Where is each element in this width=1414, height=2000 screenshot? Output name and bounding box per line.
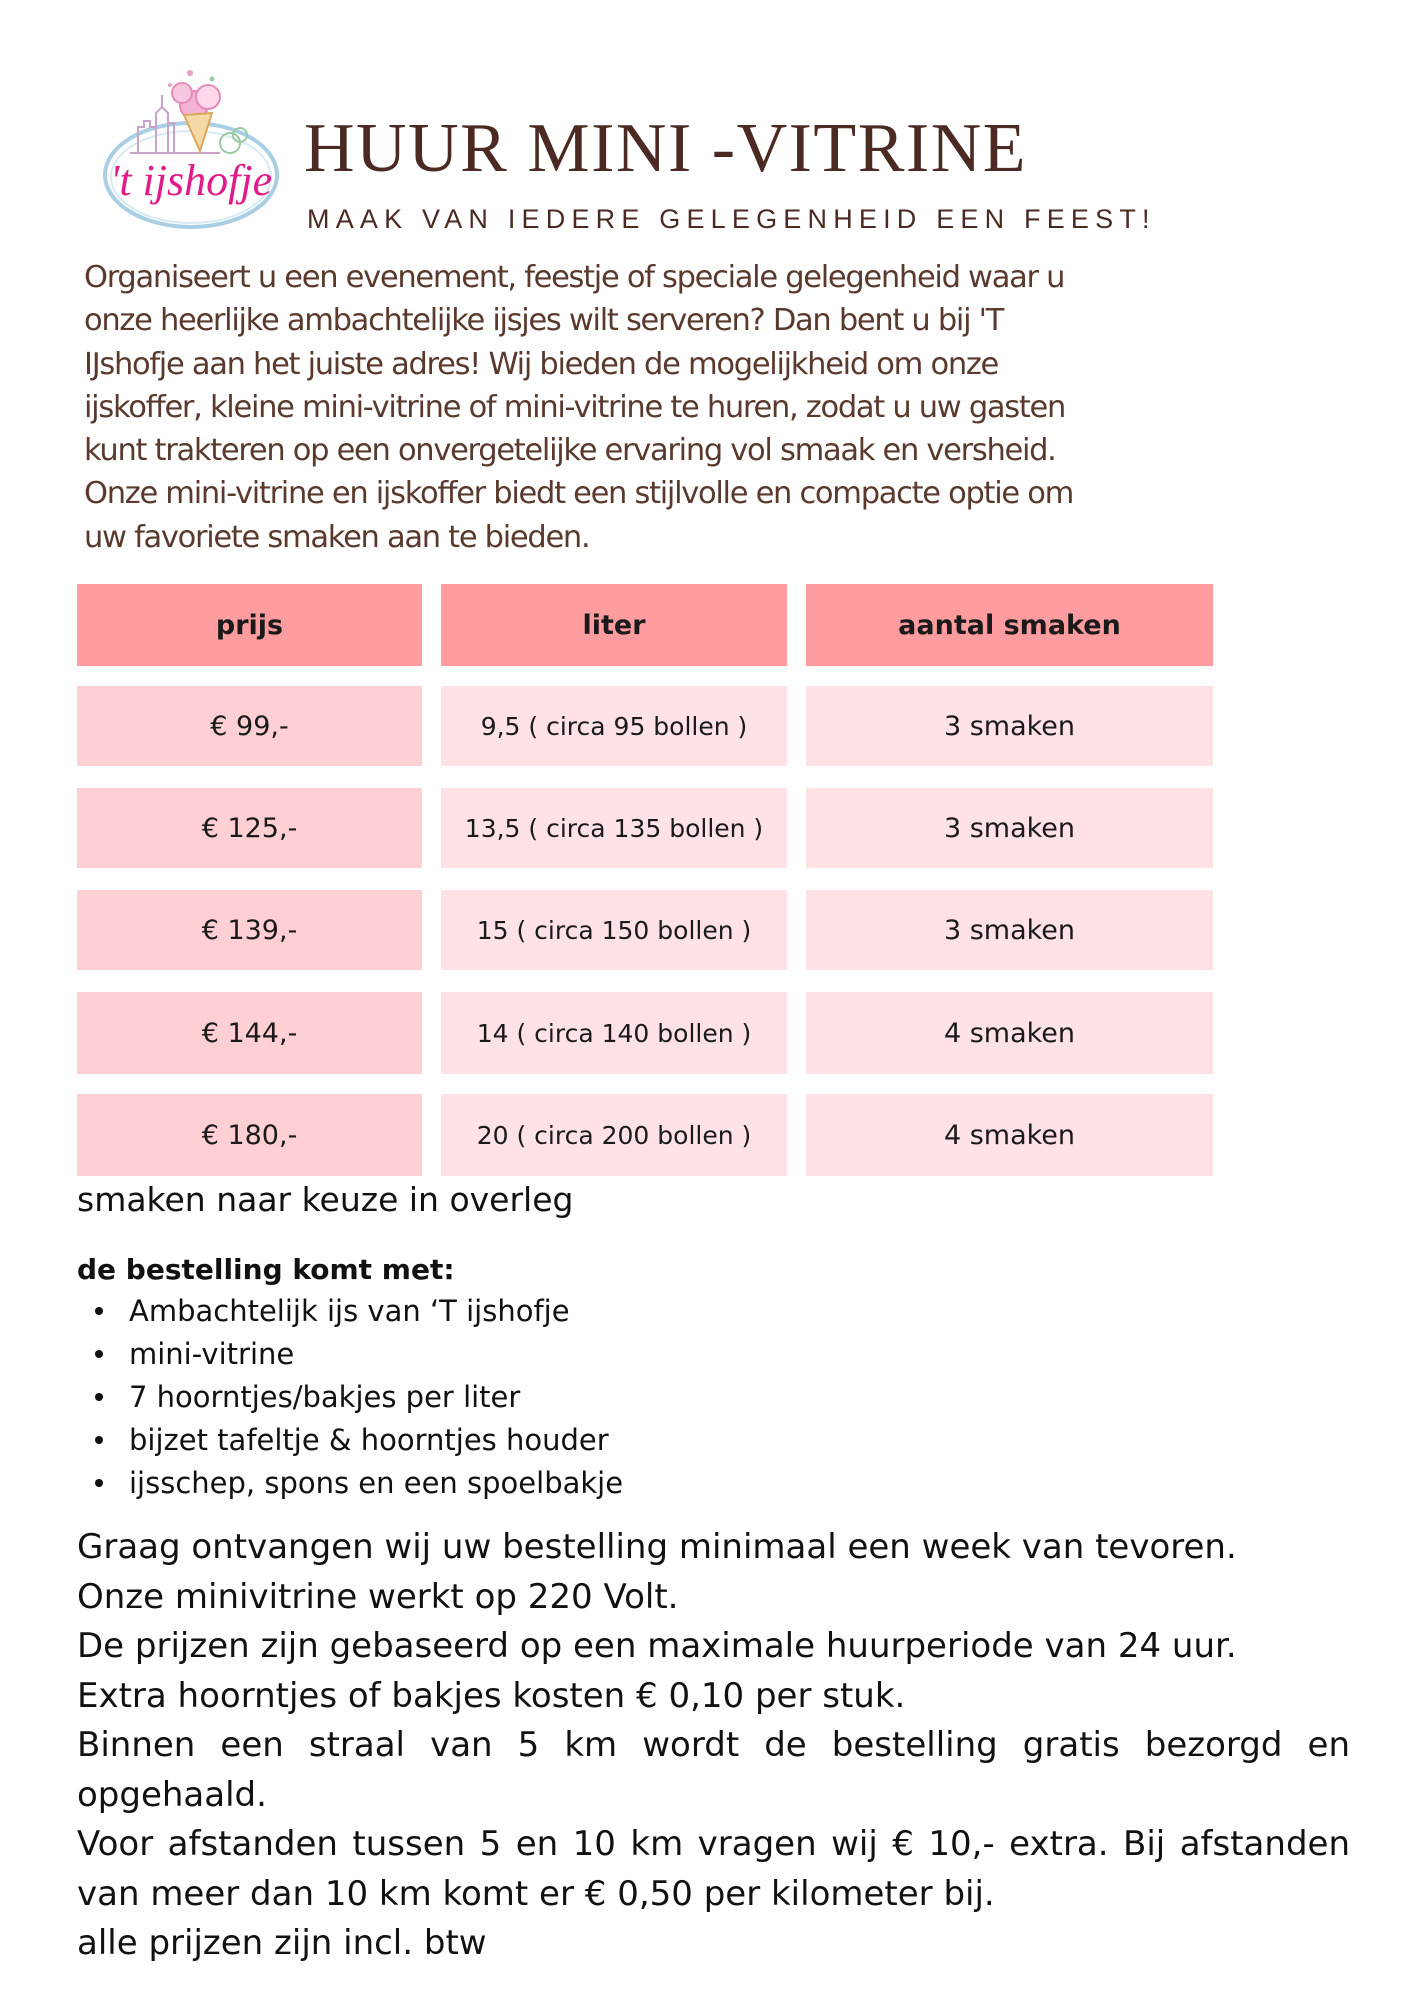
- bullet-icon: [95, 1350, 103, 1358]
- table-cell-smaken: 4 smaken: [806, 992, 1213, 1074]
- info-paragraph: Onze minivitrine werkt op 220 Volt.: [77, 1576, 679, 1617]
- list-item-text: Ambachtelijk ijs van ‘T ijshofje: [129, 1294, 570, 1328]
- info-paragraph: alle prijzen zijn incl. btw: [77, 1923, 487, 1963]
- intro-line: IJshofje aan het juiste adres! Wij bieden de mogelijkheid om onze: [84, 346, 999, 382]
- list-item: [95, 1462, 623, 1505]
- intro-line: Onze mini-vitrine en ijskoffer biedt een stijlvolle en compacte optie om: [84, 476, 1074, 512]
- table-cell-smaken: 3 smaken: [806, 686, 1213, 766]
- intro-paragraph: [84, 256, 1214, 559]
- table-header-aantal-smaken: aantal smaken: [806, 584, 1213, 666]
- includes-list: [95, 1290, 623, 1505]
- bullet-icon: [95, 1307, 103, 1315]
- intro-line: kunt trakteren op een onvergetelijke ervaring vol smaak en versheid.: [84, 433, 1056, 469]
- list-item-text: ijsschep, spons en een spoelbakje: [129, 1466, 624, 1500]
- ijshofje-logo: [100, 65, 282, 243]
- page-title: HUUR MINI -VITRINE: [304, 110, 1028, 187]
- table-cell-liter: 9,5 ( circa 95 bollen ): [441, 686, 787, 766]
- info-paragraph: Voor afstanden tussen 5 en 10 km vragen wij € 10,- extra. Bij afstanden van meer dan 10 km komt er € 0,50 per kilometer bij.: [77, 1824, 1350, 1914]
- flavour-note: smaken naar keuze in overleg: [77, 1180, 574, 1219]
- ice-cream-castle-logo-icon: [100, 65, 282, 243]
- includes-title: de bestelling komt met:: [77, 1253, 455, 1286]
- bullet-icon: [95, 1479, 103, 1487]
- bullet-icon: [95, 1436, 103, 1444]
- terms-info: [77, 1523, 1350, 1969]
- table-cell-prijs: € 139,-: [77, 890, 422, 970]
- intro-line: ijskoffer, kleine mini-vitrine of mini-vitrine te huren, zodat u uw gasten: [84, 389, 1066, 425]
- table-header-liter: liter: [441, 584, 787, 666]
- table-cell-liter: 15 ( circa 150 bollen ): [441, 890, 787, 970]
- table-cell-smaken: 3 smaken: [806, 890, 1213, 970]
- table-cell-prijs: € 180,-: [77, 1094, 422, 1176]
- table-cell-liter: 13,5 ( circa 135 bollen ): [441, 788, 787, 868]
- info-paragraph: Extra hoorntjes of bakjes kosten € 0,10 per stuk.: [77, 1675, 906, 1716]
- table-cell-prijs: € 144,-: [77, 992, 422, 1074]
- table-header-prijs: prijs: [77, 584, 422, 666]
- list-item-text: bijzet tafeltje & hoorntjes houder: [129, 1423, 609, 1457]
- intro-line: onze heerlijke ambachtelijke ijsjes wilt serveren? Dan bent u bij 'T: [84, 303, 1004, 339]
- list-item: [95, 1290, 623, 1333]
- table-cell-prijs: € 99,-: [77, 686, 422, 766]
- table-cell-prijs: € 125,-: [77, 788, 422, 868]
- info-paragraph: Binnen een straal van 5 km wordt de bestelling gratis bezorgd en opgehaald.: [77, 1725, 1350, 1815]
- info-paragraph: De prijzen zijn gebaseerd op een maximale huurperiode van 24 uur.: [77, 1626, 1237, 1666]
- table-cell-liter: 14 ( circa 140 bollen ): [441, 992, 787, 1074]
- list-item: [95, 1333, 623, 1376]
- list-item-text: mini-vitrine: [129, 1337, 295, 1371]
- bullet-icon: [95, 1393, 103, 1401]
- table-cell-liter: 20 ( circa 200 bollen ): [441, 1094, 787, 1176]
- list-item-text: 7 hoorntjes/bakjes per liter: [129, 1380, 521, 1414]
- table-cell-smaken: 3 smaken: [806, 788, 1213, 868]
- intro-line: uw favoriete smaken aan te bieden.: [84, 519, 590, 555]
- intro-line: Organiseert u een evenement, feestje of speciale gelegenheid waar u: [84, 260, 1065, 295]
- list-item: [95, 1419, 623, 1462]
- page-subtitle: MAAK VAN IEDERE GELEGENHEID EEN FEEST!: [307, 204, 1156, 234]
- info-paragraph: Graag ontvangen wij uw bestelling minimaal een week van tevoren.: [77, 1527, 1237, 1567]
- table-cell-smaken: 4 smaken: [806, 1094, 1213, 1176]
- list-item: [95, 1376, 623, 1419]
- logo-text: 't ijshofje: [109, 156, 273, 205]
